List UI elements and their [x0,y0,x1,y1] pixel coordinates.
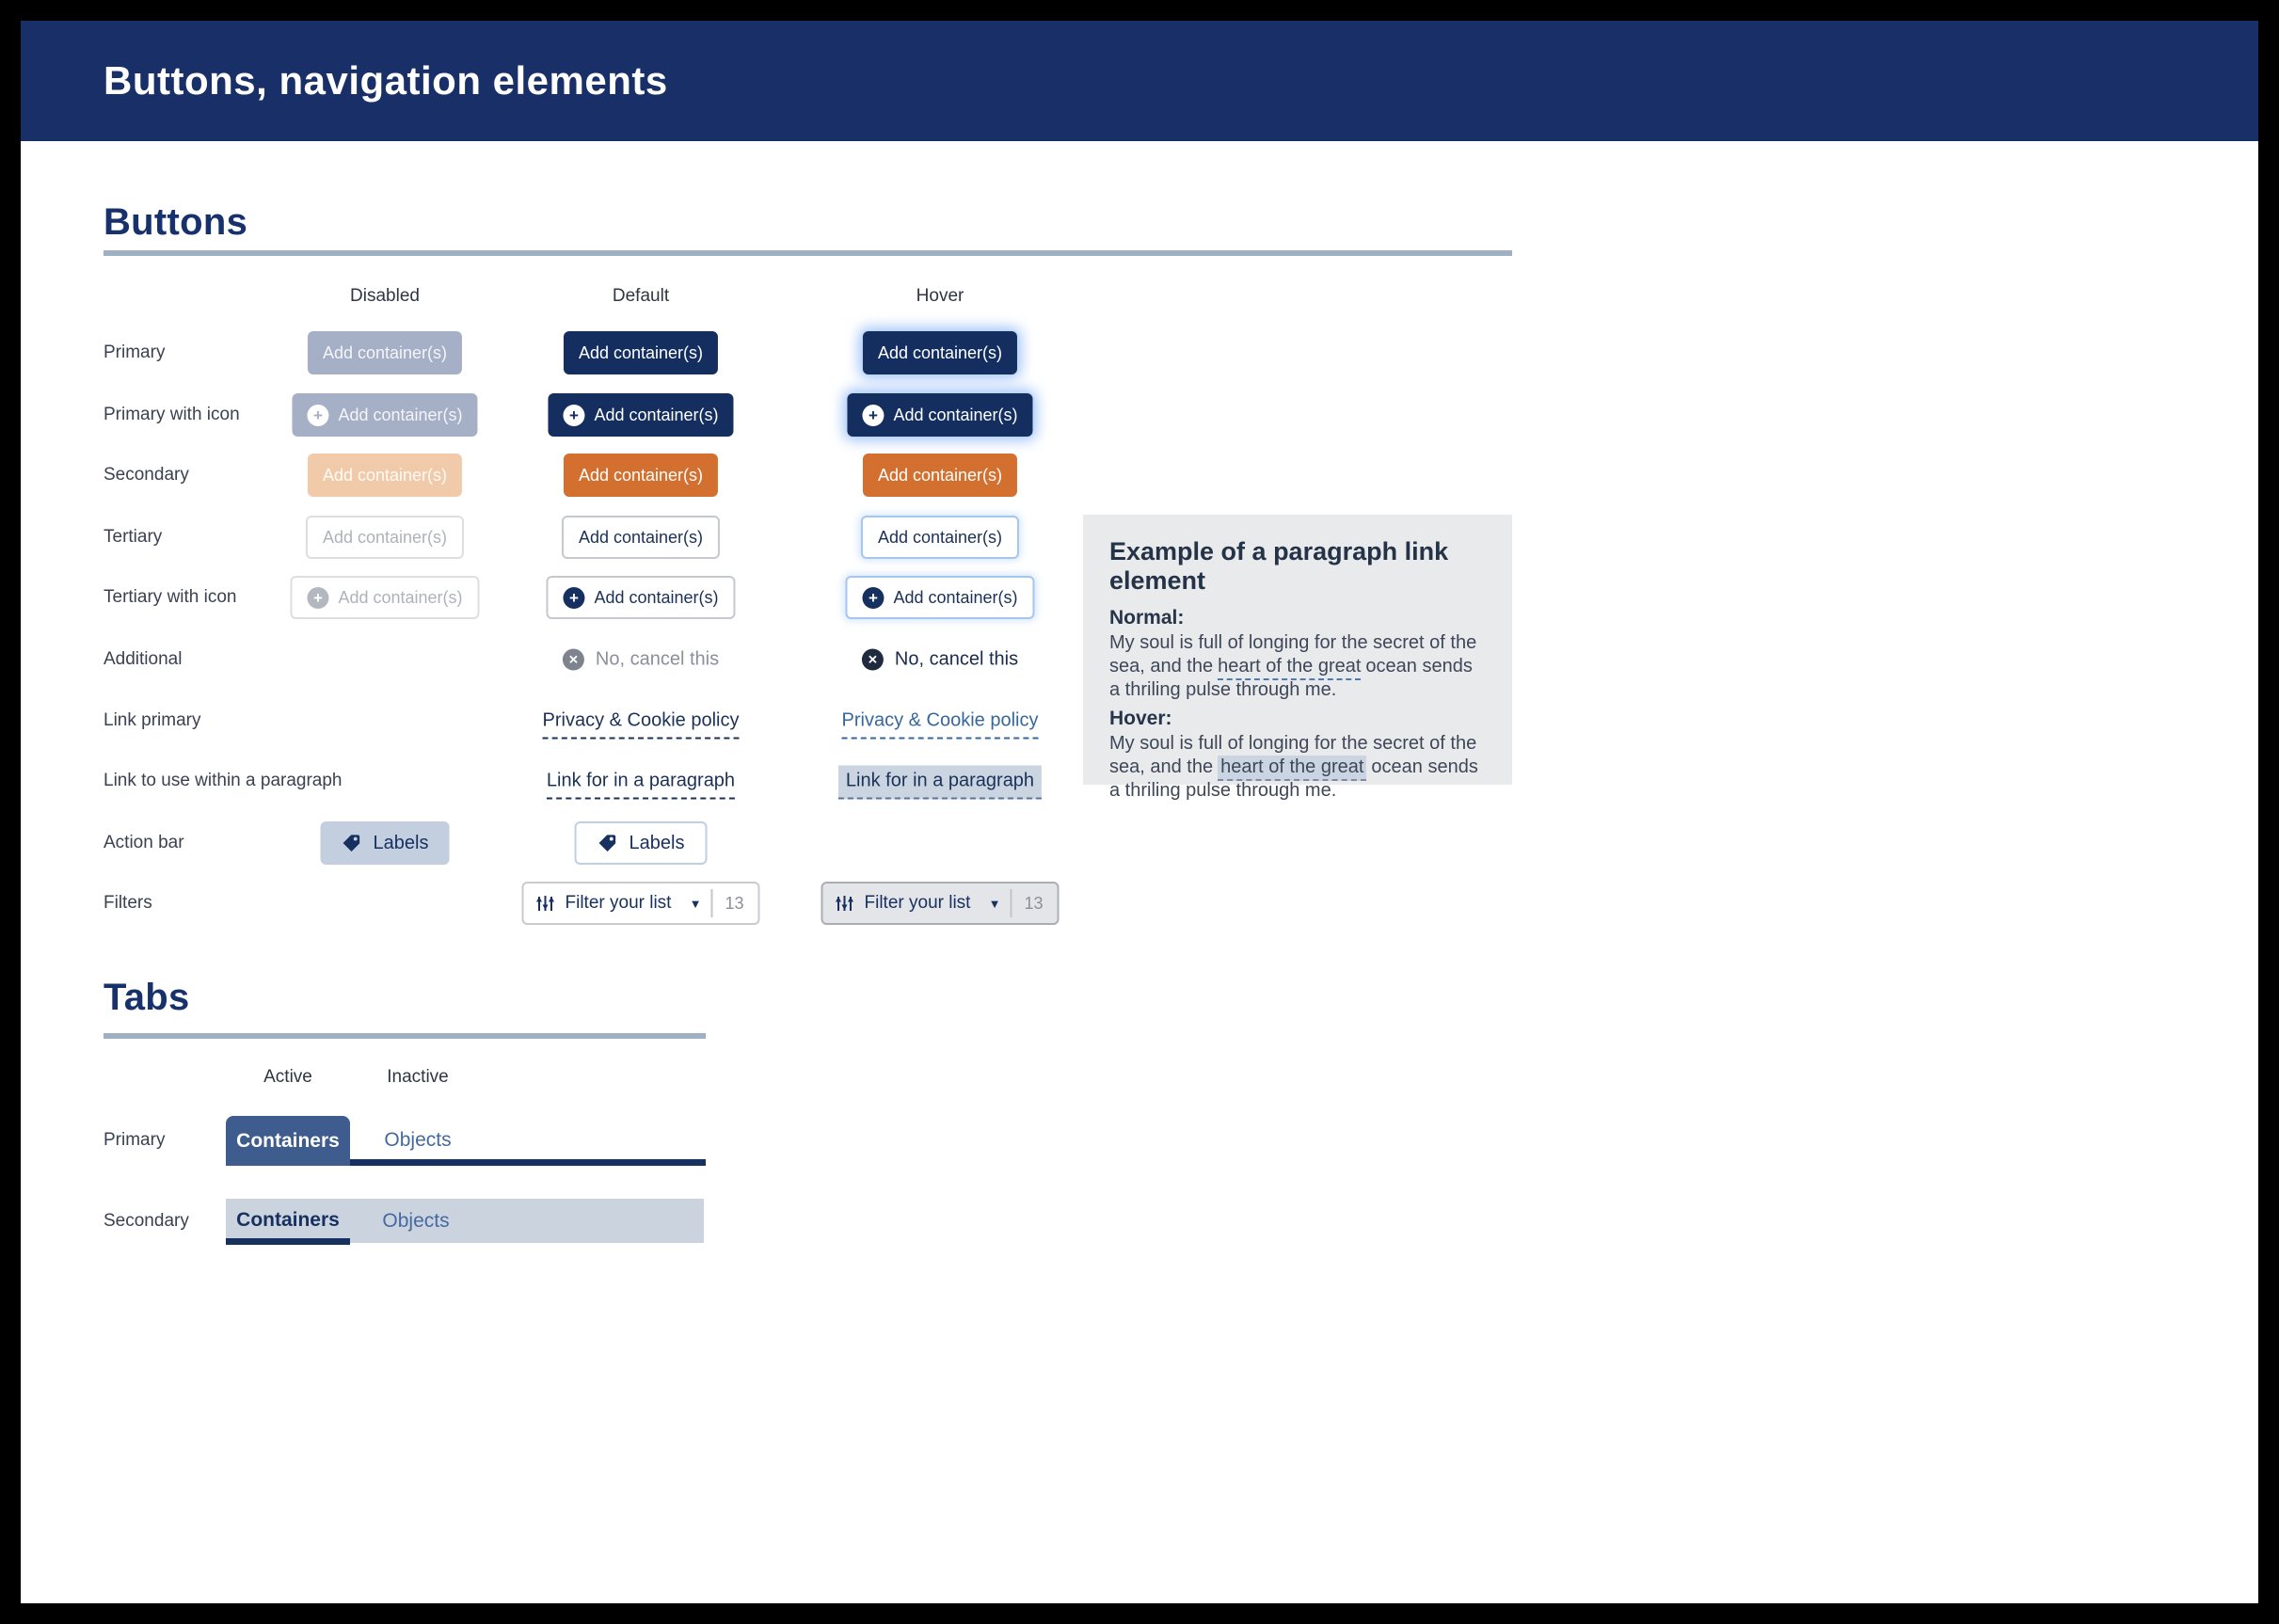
tertiary-icon-button-hover[interactable] [845,576,1034,619]
primary-button-default[interactable] [564,331,718,374]
tag-icon [598,833,618,853]
button-label: Add container(s) [594,405,719,424]
row-label-tabs-primary: Primary [104,1130,166,1150]
tertiary-button-disabled[interactable] [306,516,464,559]
button-label: Add container(s) [578,527,704,547]
row-label-action-bar: Action bar [104,833,184,852]
section-divider [104,250,1512,256]
caret-down-icon: ▼ [689,896,702,911]
tag-icon [342,833,362,853]
secondary-button-hover[interactable] [863,454,1017,497]
plus-circle-icon: + [862,405,884,426]
primary-icon-button-disabled[interactable] [292,393,477,437]
button-label: Add container(s) [322,465,448,485]
primary-icon-button-hover[interactable] [847,393,1032,437]
example-normal-heading: Normal: [1109,607,1185,629]
inline-link-normal[interactable]: heart of the great [1218,656,1361,680]
sliders-icon [835,893,855,914]
button-label: Add container(s) [578,342,704,362]
tertiary-icon-button-disabled[interactable] [290,576,479,619]
row-filters [21,872,2258,934]
example-box-title: Example of a paragraph link element [1109,537,1449,595]
row-label-filters: Filters [104,893,152,913]
close-circle-icon: ✕ [563,649,584,671]
button-label: Add container(s) [594,587,719,607]
paragraph-link-hover[interactable]: Link for in a paragraph [838,766,1042,800]
secondary-button-disabled[interactable] [308,454,462,497]
tab-objects-inactive[interactable]: Objects [384,1129,452,1151]
section-divider [104,1033,706,1039]
button-label: Labels [373,832,429,853]
filter-dropdown-default[interactable] [522,882,760,925]
button-label: Add container(s) [338,405,463,424]
button-label: Add container(s) [893,405,1018,424]
plus-circle-icon: + [307,587,328,609]
filter-label: Filter your list [565,893,672,913]
primary-button-hover[interactable] [863,331,1017,374]
example-hover-paragraph [1109,732,1488,803]
tertiary-icon-button-default[interactable] [546,576,735,619]
button-label: No, cancel this [595,648,720,670]
column-header-active: Active [263,1067,312,1087]
paragraph-link-default[interactable]: Link for in a paragraph [547,771,735,800]
tabs-section-heading: Tabs [104,977,190,1018]
secondary-button-default[interactable] [564,454,718,497]
primary-icon-button-default[interactable] [548,393,733,437]
column-header-default: Default [612,286,670,306]
page-title: Buttons, navigation elements [104,58,668,103]
column-header-inactive: Inactive [387,1067,449,1087]
paragraph-text: ocean sends a thriling pulse through me. [1109,756,1478,801]
labels-button-default[interactable] [575,821,708,865]
row-label-link-paragraph: Link to use within a paragraph [104,771,343,790]
row-label-primary-with-icon: Primary with icon [104,405,240,424]
content-area [21,21,2258,1603]
secondary-tab-underline [226,1238,350,1245]
row-label-additional: Additional [104,649,183,669]
inline-link-hover[interactable]: heart of the great [1218,756,1366,781]
button-label: Add container(s) [322,527,448,547]
paragraph-text: My soul is full of longing for the secret of the sea, and the [1109,632,1477,677]
row-primary [21,322,2258,384]
example-normal-paragraph [1109,631,1488,702]
filter-count-badge: 13 [1024,893,1044,913]
privacy-policy-link-default[interactable]: Privacy & Cookie policy [543,710,740,740]
row-label-primary: Primary [104,342,166,362]
row-label-link-primary: Link primary [104,710,201,730]
button-label: Add container(s) [877,342,1003,362]
row-secondary [21,444,2258,506]
tab-containers-active-secondary[interactable]: Containers [236,1209,340,1231]
filter-count-badge: 13 [725,893,744,913]
button-label: No, cancel this [894,648,1019,670]
primary-button-disabled[interactable] [308,331,462,374]
filter-dropdown-hover[interactable] [821,882,1060,925]
row-primary-with-icon [21,384,2258,446]
example-hover-heading: Hover: [1109,708,1172,729]
button-label: Add container(s) [893,587,1018,607]
column-header-hover: Hover [916,286,964,306]
tertiary-button-default[interactable] [562,516,720,559]
column-header-disabled: Disabled [350,286,420,306]
vertical-divider [711,889,713,917]
button-label: Add container(s) [877,465,1003,485]
close-circle-icon: ✕ [862,649,884,671]
filter-label: Filter your list [864,893,971,913]
plus-circle-icon: + [563,587,584,609]
row-label-tertiary: Tertiary [104,527,163,547]
button-label: Add container(s) [877,527,1003,547]
button-label: Add container(s) [322,342,448,362]
row-label-secondary: Secondary [104,465,189,485]
button-label: Labels [629,832,685,853]
cancel-button-hover[interactable] [856,648,1024,672]
tab-containers-active[interactable]: Containers [226,1116,350,1166]
row-label-tabs-secondary: Secondary [104,1211,189,1231]
plus-circle-icon: + [563,405,584,426]
cancel-button-default[interactable] [557,648,725,672]
labels-button-disabled[interactable] [321,821,450,865]
tertiary-button-hover[interactable] [861,516,1019,559]
privacy-policy-link-hover[interactable]: Privacy & Cookie policy [842,710,1039,740]
vertical-divider [1011,889,1012,917]
plus-circle-icon: + [307,405,328,426]
paragraph-text: My soul is full of longing for the secret of the sea, and the [1109,733,1477,777]
button-label: Add container(s) [578,465,704,485]
example-paragraph-box [1083,515,1512,801]
paragraph-text: ocean sends a thriling pulse through me. [1109,656,1473,700]
plus-circle-icon: + [862,587,884,609]
row-label-tertiary-with-icon: Tertiary with icon [104,587,237,607]
caret-down-icon: ▼ [988,896,1001,911]
sliders-icon [535,893,556,914]
tab-objects-inactive-secondary[interactable]: Objects [382,1210,450,1232]
row-action-bar [21,812,2258,874]
app-header [21,21,2258,141]
buttons-section-heading: Buttons [104,201,248,243]
button-label: Add container(s) [338,587,463,607]
